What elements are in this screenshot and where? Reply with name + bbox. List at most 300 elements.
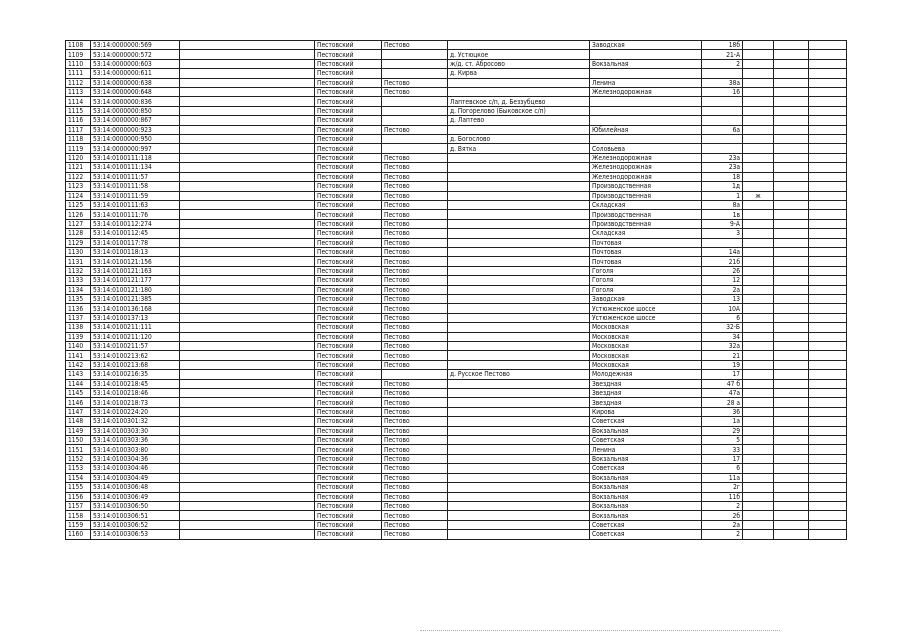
cadastral-number-cell: 53:14:0100121:156 [91,257,180,266]
table-row [66,389,847,398]
cadastral-number-cell: 53:14:0100121:385 [91,294,180,303]
district-cell: Пестовский [315,182,382,191]
city-cell [382,50,448,59]
locality-cell [448,313,590,322]
district-cell: Пестовский [315,285,382,294]
blank-col-cell [180,210,315,219]
property-register-table [65,40,847,540]
table-row [66,398,847,407]
building-cell [743,501,774,510]
extra-cell [774,313,809,322]
row-number-cell: 1153 [66,464,91,473]
building-cell [743,530,774,539]
extra-cell [774,238,809,247]
empty-cell [809,530,847,539]
table-row [66,511,847,520]
empty-cell [809,191,847,200]
locality-cell [448,276,590,285]
street-cell: Вокзальная [590,59,702,68]
street-cell: Вокзальная [590,501,702,510]
district-cell: Пестовский [315,50,382,59]
city-cell: Пестово [382,389,448,398]
row-number-cell: 1144 [66,379,91,388]
extra-cell [774,200,809,209]
district-cell: Пестовский [315,200,382,209]
row-number-cell: 1110 [66,59,91,68]
cadastral-number-cell: 53:14:0100112:45 [91,229,180,238]
street-cell: Железнодорожная [590,153,702,162]
locality-cell [448,200,590,209]
empty-cell [809,454,847,463]
extra-cell [774,266,809,275]
street-cell: Ленина [590,445,702,454]
street-cell: Заводская [590,294,702,303]
empty-cell [809,41,847,50]
cadastral-number-cell: 53:14:0100111:57 [91,172,180,181]
table-row [66,88,847,97]
empty-cell [809,436,847,445]
blank-col-cell [180,50,315,59]
table-row [66,332,847,341]
table-row [66,454,847,463]
district-cell: Пестовский [315,304,382,313]
empty-cell [809,219,847,228]
locality-cell [448,323,590,332]
empty-cell [809,247,847,256]
building-cell [743,238,774,247]
empty-cell [809,379,847,388]
building-cell [743,464,774,473]
house-number-cell: 33 [702,445,743,454]
locality-cell [448,445,590,454]
locality-cell [448,520,590,529]
building-cell [743,417,774,426]
empty-cell [809,473,847,482]
table-row [66,219,847,228]
blank-col-cell [180,59,315,68]
row-number-cell: 1116 [66,116,91,125]
cadastral-number-cell: 53:14:0000000:850 [91,106,180,115]
extra-cell [774,492,809,501]
row-number-cell: 1155 [66,483,91,492]
street-cell: Гоголя [590,285,702,294]
blank-col-cell [180,97,315,106]
extra-cell [774,59,809,68]
city-cell: Пестово [382,398,448,407]
blank-col-cell [180,398,315,407]
extra-cell [774,153,809,162]
house-number-cell: 36 [702,407,743,416]
district-cell: Пестовский [315,210,382,219]
city-cell: Пестово [382,219,448,228]
table-row [66,125,847,134]
row-number-cell: 1141 [66,351,91,360]
blank-col-cell [180,106,315,115]
cadastral-number-cell: 53:14:0100213:62 [91,351,180,360]
house-number-cell: 32а [702,342,743,351]
house-number-cell: 2б [702,511,743,520]
house-number-cell: 1а [702,417,743,426]
empty-cell [809,69,847,78]
cadastral-number-cell: 53:14:0100111:59 [91,191,180,200]
city-cell: Пестово [382,125,448,134]
cadastral-number-cell: 53:14:0100304:36 [91,454,180,463]
cadastral-number-cell: 53:14:0100121:163 [91,266,180,275]
extra-cell [774,360,809,369]
city-cell: Пестово [382,276,448,285]
extra-cell [774,445,809,454]
building-cell [743,276,774,285]
district-cell: Пестовский [315,125,382,134]
row-number-cell: 1156 [66,492,91,501]
city-cell: Пестово [382,285,448,294]
house-number-cell: 1в [702,210,743,219]
empty-cell [809,88,847,97]
row-number-cell: 1133 [66,276,91,285]
house-number-cell: 16 [702,88,743,97]
table-row [66,342,847,351]
district-cell: Пестовский [315,351,382,360]
street-cell [590,50,702,59]
locality-cell: ж/д. ст. Абросово [448,59,590,68]
locality-cell [448,483,590,492]
city-cell: Пестово [382,360,448,369]
house-number-cell: 38а [702,78,743,87]
row-number-cell: 1129 [66,238,91,247]
district-cell: Пестовский [315,247,382,256]
district-cell: Пестовский [315,520,382,529]
extra-cell [774,50,809,59]
building-cell [743,41,774,50]
street-cell: Вокзальная [590,473,702,482]
city-cell [382,144,448,153]
house-number-cell: 47 б [702,379,743,388]
row-number-cell: 1108 [66,41,91,50]
blank-col-cell [180,313,315,322]
city-cell [382,135,448,144]
table-row [66,530,847,539]
blank-col-cell [180,200,315,209]
locality-cell [448,304,590,313]
city-cell: Пестово [382,238,448,247]
table-row [66,520,847,529]
building-cell: ж [743,191,774,200]
extra-cell [774,294,809,303]
street-cell: Советская [590,436,702,445]
city-cell: Пестово [382,153,448,162]
district-cell: Пестовский [315,492,382,501]
row-number-cell: 1159 [66,520,91,529]
blank-col-cell [180,304,315,313]
house-number-cell: 17 [702,454,743,463]
building-cell [743,266,774,275]
cadastral-number-cell: 53:14:0100218:73 [91,398,180,407]
extra-cell [774,389,809,398]
cadastral-number-cell: 53:14:0100306:51 [91,511,180,520]
cadastral-number-cell: 53:14:0100218:45 [91,379,180,388]
row-number-cell: 1125 [66,200,91,209]
building-cell [743,135,774,144]
house-number-cell: 21 [702,351,743,360]
locality-cell [448,473,590,482]
city-cell: Пестово [382,492,448,501]
district-cell: Пестовский [315,59,382,68]
row-number-cell: 1145 [66,389,91,398]
empty-cell [809,59,847,68]
locality-cell [448,41,590,50]
building-cell [743,351,774,360]
blank-col-cell [180,407,315,416]
street-cell: Советская [590,530,702,539]
building-cell [743,78,774,87]
city-cell: Пестово [382,342,448,351]
street-cell: Производственная [590,219,702,228]
empty-cell [809,332,847,341]
table-row [66,144,847,153]
blank-col-cell [180,360,315,369]
locality-cell [448,426,590,435]
cadastral-number-cell: 53:14:0100303:36 [91,436,180,445]
district-cell: Пестовский [315,379,382,388]
building-cell [743,116,774,125]
street-cell [590,69,702,78]
table-row [66,426,847,435]
empty-cell [809,492,847,501]
house-number-cell: 1 [702,191,743,200]
table-row [66,351,847,360]
locality-cell: д. Вятка [448,144,590,153]
building-cell [743,370,774,379]
extra-cell [774,210,809,219]
district-cell: Пестовский [315,116,382,125]
row-number-cell: 1115 [66,106,91,115]
city-cell: Пестово [382,210,448,219]
locality-cell [448,238,590,247]
city-cell: Пестово [382,483,448,492]
table-row [66,492,847,501]
empty-cell [809,78,847,87]
city-cell: Пестово [382,426,448,435]
blank-col-cell [180,454,315,463]
scan-artifact [420,630,780,635]
building-cell [743,172,774,181]
row-number-cell: 1134 [66,285,91,294]
district-cell: Пестовский [315,106,382,115]
district-cell: Пестовский [315,426,382,435]
city-cell [382,370,448,379]
locality-cell [448,501,590,510]
building-cell [743,454,774,463]
cadastral-number-cell: 53:14:0000000:648 [91,88,180,97]
city-cell: Пестово [382,511,448,520]
city-cell: Пестово [382,229,448,238]
empty-cell [809,389,847,398]
building-cell [743,473,774,482]
row-number-cell: 1114 [66,97,91,106]
cadastral-number-cell: 53:14:0100121:180 [91,285,180,294]
house-number-cell: 6а [702,125,743,134]
row-number-cell: 1142 [66,360,91,369]
extra-cell [774,454,809,463]
house-number-cell: 18б [702,41,743,50]
street-cell: Вокзальная [590,426,702,435]
locality-cell [448,417,590,426]
row-number-cell: 1128 [66,229,91,238]
house-number-cell: 21-А [702,50,743,59]
locality-cell [448,247,590,256]
district-cell: Пестовский [315,191,382,200]
extra-cell [774,379,809,388]
table-row [66,153,847,162]
street-cell: Гоголя [590,276,702,285]
building-cell [743,520,774,529]
empty-cell [809,417,847,426]
blank-col-cell [180,125,315,134]
row-number-cell: 1149 [66,426,91,435]
row-number-cell: 1113 [66,88,91,97]
extra-cell [774,163,809,172]
building-cell [743,219,774,228]
empty-cell [809,144,847,153]
extra-cell [774,511,809,520]
district-cell: Пестовский [315,342,382,351]
blank-col-cell [180,417,315,426]
empty-cell [809,501,847,510]
empty-cell [809,370,847,379]
locality-cell [448,389,590,398]
house-number-cell: 34 [702,332,743,341]
register-sheet [65,40,847,540]
row-number-cell: 1135 [66,294,91,303]
street-cell: Почтовая [590,257,702,266]
locality-cell: д. Лаптево [448,116,590,125]
cadastral-number-cell: 53:14:0100213:68 [91,360,180,369]
extra-cell [774,219,809,228]
blank-col-cell [180,389,315,398]
house-number-cell [702,238,743,247]
district-cell: Пестовский [315,313,382,322]
street-cell: Производственная [590,210,702,219]
district-cell: Пестовский [315,97,382,106]
district-cell: Пестовский [315,464,382,473]
table-row [66,294,847,303]
building-cell [743,247,774,256]
empty-cell [809,483,847,492]
table-row [66,436,847,445]
house-number-cell: 29 [702,426,743,435]
extra-cell [774,464,809,473]
city-cell: Пестово [382,313,448,322]
table-row [66,464,847,473]
house-number-cell: 6 [702,313,743,322]
district-cell: Пестовский [315,163,382,172]
house-number-cell: 17 [702,370,743,379]
street-cell: Железнодорожная [590,88,702,97]
empty-cell [809,313,847,322]
cadastral-number-cell: 53:14:0100111:58 [91,182,180,191]
extra-cell [774,483,809,492]
district-cell: Пестовский [315,501,382,510]
extra-cell [774,247,809,256]
row-number-cell: 1123 [66,182,91,191]
house-number-cell: 47а [702,389,743,398]
empty-cell [809,135,847,144]
city-cell: Пестово [382,294,448,303]
district-cell: Пестовский [315,266,382,275]
table-row [66,285,847,294]
cadastral-number-cell: 53:14:0100111:76 [91,210,180,219]
empty-cell [809,445,847,454]
table-row [66,210,847,219]
cadastral-number-cell: 53:14:0100224:20 [91,407,180,416]
city-cell: Пестово [382,200,448,209]
building-cell [743,229,774,238]
extra-cell [774,88,809,97]
row-number-cell: 1124 [66,191,91,200]
locality-cell: д. Устюцкое [448,50,590,59]
empty-cell [809,50,847,59]
city-cell [382,69,448,78]
row-number-cell: 1126 [66,210,91,219]
blank-col-cell [180,483,315,492]
street-cell: Железнодорожная [590,172,702,181]
row-number-cell: 1140 [66,342,91,351]
street-cell: Московская [590,332,702,341]
extra-cell [774,276,809,285]
city-cell: Пестово [382,41,448,50]
row-number-cell: 1109 [66,50,91,59]
table-row [66,379,847,388]
house-number-cell: 11а [702,473,743,482]
row-number-cell: 1119 [66,144,91,153]
cadastral-number-cell: 53:14:0100306:48 [91,483,180,492]
blank-col-cell [180,229,315,238]
empty-cell [809,323,847,332]
extra-cell [774,106,809,115]
cadastral-number-cell: 53:14:0100121:177 [91,276,180,285]
street-cell: Соловьева [590,144,702,153]
city-cell: Пестово [382,172,448,181]
blank-col-cell [180,445,315,454]
locality-cell [448,257,590,266]
blank-col-cell [180,464,315,473]
city-cell: Пестово [382,407,448,416]
street-cell: Складская [590,229,702,238]
district-cell: Пестовский [315,219,382,228]
locality-cell [448,88,590,97]
cadastral-number-cell: 53:14:0100117:78 [91,238,180,247]
blank-col-cell [180,257,315,266]
building-cell [743,445,774,454]
table-row [66,417,847,426]
street-cell: Московская [590,342,702,351]
empty-cell [809,520,847,529]
empty-cell [809,407,847,416]
empty-cell [809,116,847,125]
locality-cell [448,163,590,172]
street-cell [590,97,702,106]
building-cell [743,342,774,351]
district-cell: Пестовский [315,530,382,539]
city-cell: Пестово [382,78,448,87]
table-row [66,116,847,125]
district-cell: Пестовский [315,229,382,238]
house-number-cell [702,106,743,115]
empty-cell [809,342,847,351]
building-cell [743,153,774,162]
empty-cell [809,200,847,209]
blank-col-cell [180,191,315,200]
